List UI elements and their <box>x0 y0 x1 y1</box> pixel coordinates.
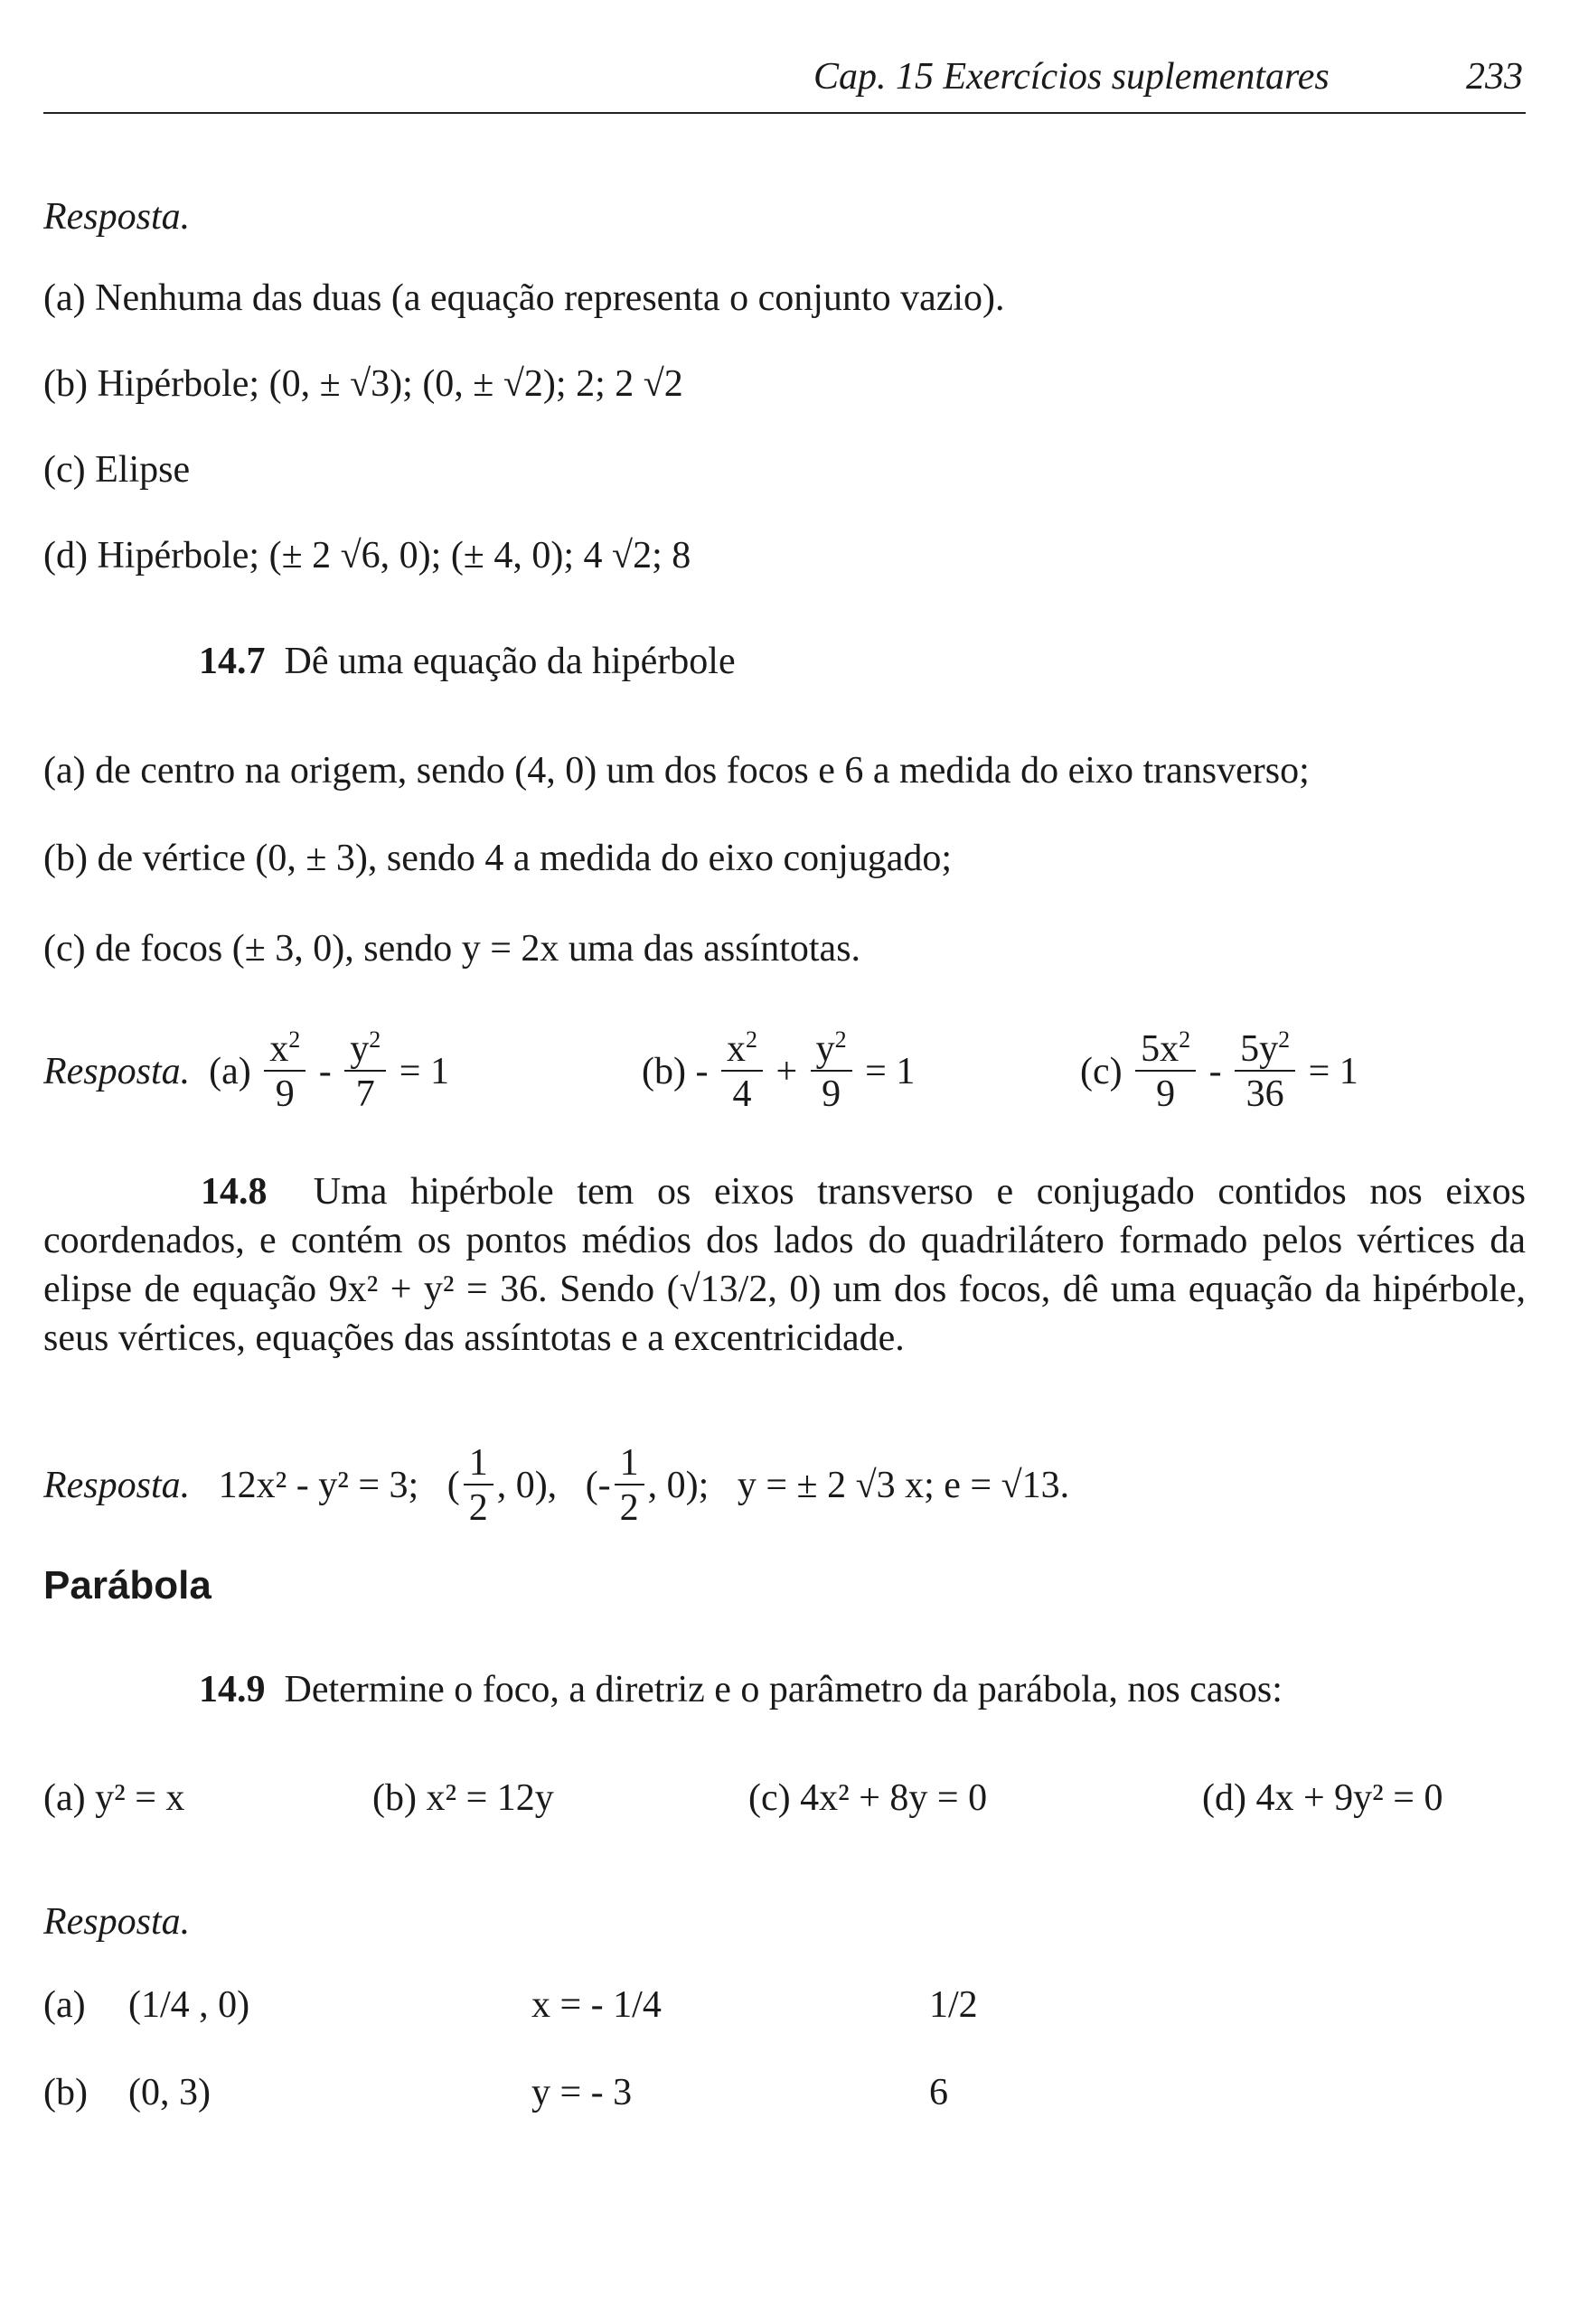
fraction: $\frac{x^2}{9}$ <box>264 1030 305 1113</box>
exercise-14-9 <box>199 1667 1283 1712</box>
running-head: Cap. 15 Exercícios suplementares <box>813 56 1330 98</box>
answer-label: Resposta. <box>43 196 191 238</box>
answer-label: Resposta. <box>43 1901 191 1943</box>
exercise-number: 14.8 <box>201 1171 268 1213</box>
answer-focus: (1/4 , 0) <box>128 1984 250 2026</box>
fraction: $\frac{y^2}{7}$ <box>344 1030 386 1113</box>
answer-item-b: (b) Hipérbole; (0, ± √3); (0, ± √2); 2; 2 √2 <box>43 363 683 405</box>
answer-row-label: (b) <box>43 2072 88 2113</box>
fraction: $\frac{1}{2}$ <box>464 1444 493 1527</box>
page-number: 233 <box>1466 56 1523 98</box>
exercise-item-c: (c) de focos (± 3, 0), sendo y = 2x uma das assíntotas. <box>43 928 861 970</box>
exercise-14-7 <box>199 639 736 684</box>
exercise-number: 14.7 <box>199 641 266 682</box>
case-a: (a) y² = x <box>43 1777 185 1819</box>
answer-parameter: 1/2 <box>929 1984 978 2026</box>
answer-directrix: y = - 3 <box>531 2072 633 2113</box>
case-b: (b) x² = 12y <box>372 1777 554 1819</box>
answer-14-7-c: (c) $\frac{5x^2}{9}$ - $\frac{5y^2}{36}$ = 1 <box>1080 1026 1358 1115</box>
fraction: $\frac{x^2}{4}$ <box>721 1030 763 1113</box>
answer-directrix: x = - 1/4 <box>531 1984 662 2026</box>
answer-parameter: 6 <box>929 2072 948 2113</box>
answer-14-8: Resposta. 12x² - y² = 3; ( $\frac{1}{2}$ , 0), (- $\frac{1}{2}$ , 0); y = ± 2 √3 x; e = √13. <box>43 1442 1070 1529</box>
fraction: $\frac{5y^2}{36}$ <box>1235 1030 1295 1113</box>
answer-label: Resposta. <box>43 1051 191 1092</box>
answer-part-label: (c) <box>1080 1051 1123 1092</box>
header-rule <box>43 112 1526 114</box>
answer-item-c: (c) Elipse <box>43 449 191 491</box>
exercise-item-a: (a) de centro na origem, sendo (4, 0) um dos focos e 6 a medida do eixo transverso; <box>43 750 1310 792</box>
exercise-number: 14.9 <box>199 1669 266 1710</box>
exercise-14-8 <box>43 1167 1526 1363</box>
exercise-statement: Uma hipérbole tem os eixos transverso e conjugado contidos nos eixos coordenados, e contém os pontos médios dos lados do quadrilátero formado pelos vértices da elipse de equação 9x² + y² = 36. Sendo (√13/2, 0) um dos focos, dê uma equação da hipérbole, seus vértices, equações das assíntotas e a excentricidade. <box>43 1171 1527 1359</box>
exercise-statement: Determine o foco, a diretriz e o parâmetro da parábola, nos casos: <box>284 1669 1283 1710</box>
section-heading: Parábola <box>43 1563 211 1607</box>
case-c: (c) 4x² + 8y = 0 <box>748 1777 988 1819</box>
answer-14-7-b: (b) - $\frac{x^2}{4}$ + $\frac{y^2}{9}$ = 1 <box>642 1026 916 1115</box>
answer-part-label: (a) <box>209 1051 251 1092</box>
case-d: (d) 4x + 9y² = 0 <box>1202 1777 1443 1819</box>
fraction: $\frac{5x^2}{9}$ <box>1135 1030 1196 1113</box>
answer-part-label: (b) <box>642 1051 686 1092</box>
answer-14-7: Resposta. (a) $\frac{x^2}{9}$ - $\frac{y^2}{7}$ = 1 <box>43 1026 449 1115</box>
answer-item-d: (d) Hipérbole; (± 2 √6, 0); (± 4, 0); 4 √2; 8 <box>43 535 691 576</box>
exercise-item-b: (b) de vértice (0, ± 3), sendo 4 a medida do eixo conjugado; <box>43 838 953 879</box>
fraction: $\frac{y^2}{9}$ <box>811 1030 852 1113</box>
fraction: $\frac{1}{2}$ <box>615 1444 644 1527</box>
answer-row-label: (a) <box>43 1984 86 2026</box>
answer-item-a: (a) Nenhuma das duas (a equação representa o conjunto vazio). <box>43 277 1005 319</box>
answer-focus: (0, 3) <box>128 2072 211 2113</box>
exercise-statement: Dê uma equação da hipérbole <box>284 641 736 682</box>
answer-label: Resposta. <box>43 1465 191 1506</box>
